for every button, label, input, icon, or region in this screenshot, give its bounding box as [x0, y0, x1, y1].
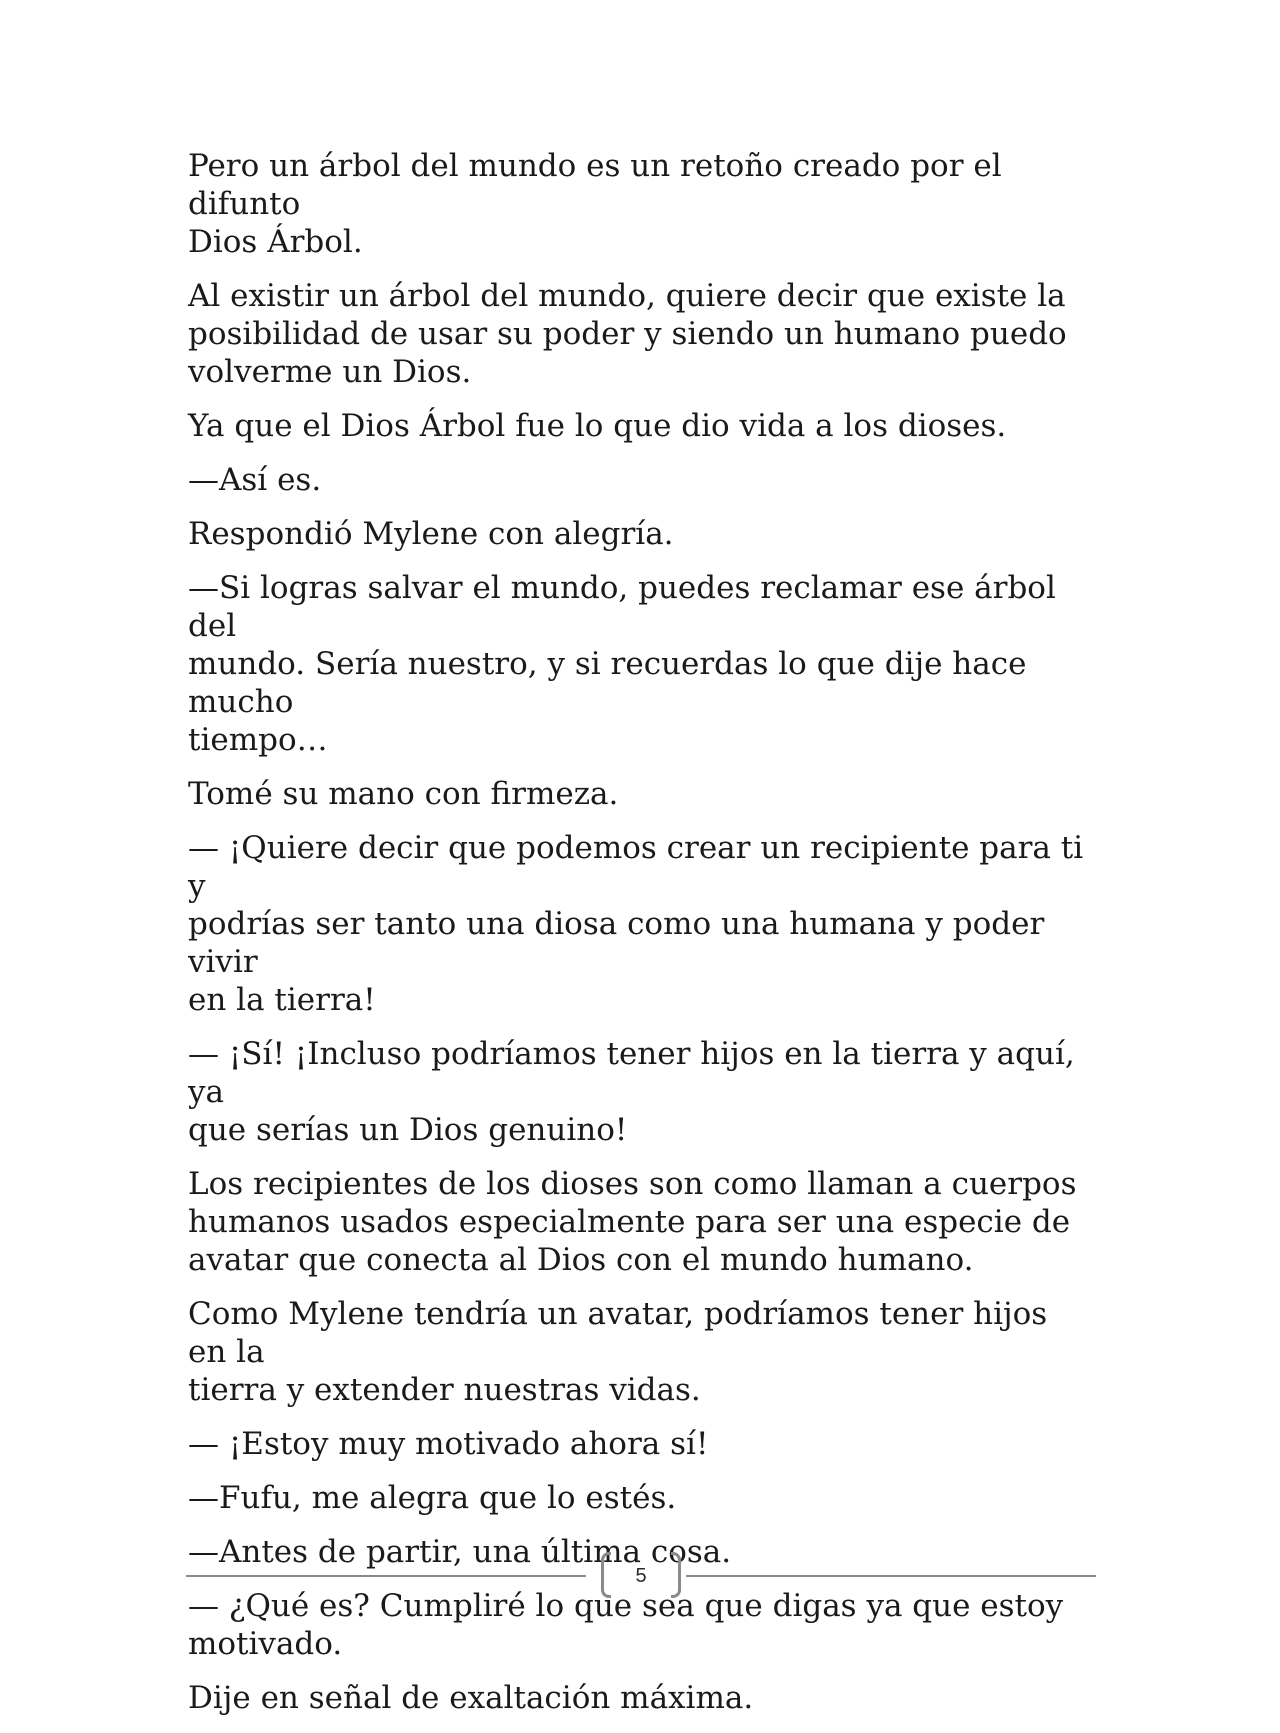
paragraph: — ¿Qué es? Cumpliré lo que sea que digas ya que estoy motivado.	[188, 1588, 1064, 1662]
paragraph: Los recipientes de los dioses son como llaman a cuerpos humanos usados especialmente para ser una especie de avatar que conecta al Dios con el mundo humano.	[188, 1166, 1077, 1278]
paragraph: Al existir un árbol del mundo, quiere decir que existe la posibilidad de usar su poder y siendo un humano puedo volverme un Dios.	[188, 278, 1067, 390]
paragraph: —Así es.	[188, 462, 322, 498]
footer-rule-right	[686, 1575, 1096, 1577]
paragraph: Respondió Mylene con alegría.	[188, 516, 674, 552]
paragraph: Ya que el Dios Árbol fue lo que dio vida a los dioses.	[188, 408, 1007, 444]
page-number-box	[601, 1548, 681, 1604]
paragraph: Dije en señal de exaltación máxima.	[188, 1680, 754, 1716]
right-brace-icon	[671, 1552, 681, 1598]
left-brace-icon	[601, 1552, 611, 1598]
paragraph: — ¡Sí! ¡Incluso podríamos tener hijos en la tierra y aquí, ya que serías un Dios genuino!	[188, 1036, 1075, 1148]
body-text	[188, 147, 1088, 1733]
page-number: 5	[635, 1564, 647, 1587]
paragraph: — ¡Quiere decir que podemos crear un recipiente para ti y podrías ser tanto una diosa como una humana y poder vivir en la tierra!	[188, 830, 1084, 1018]
paragraph: —Fufu, me alegra que lo estés.	[188, 1480, 677, 1516]
footer-rule-left	[186, 1575, 586, 1577]
paragraph: —Antes de partir, una última cosa.	[188, 1534, 732, 1570]
page-footer	[186, 1548, 1096, 1604]
paragraph: —Si logras salvar el mundo, puedes reclamar ese árbol del mundo. Sería nuestro, y si recuerdas lo que dije hace mucho tiempo…	[188, 570, 1056, 758]
paragraph: Tomé su mano con firmeza.	[188, 776, 619, 812]
paragraph: — ¡Estoy muy motivado ahora sí!	[188, 1426, 709, 1462]
paragraph: Pero un árbol del mundo es un retoño creado por el difunto Dios Árbol.	[188, 148, 1002, 260]
paragraph: Como Mylene tendría un avatar, podríamos tener hijos en la tierra y extender nuestras vidas.	[188, 1296, 1048, 1408]
